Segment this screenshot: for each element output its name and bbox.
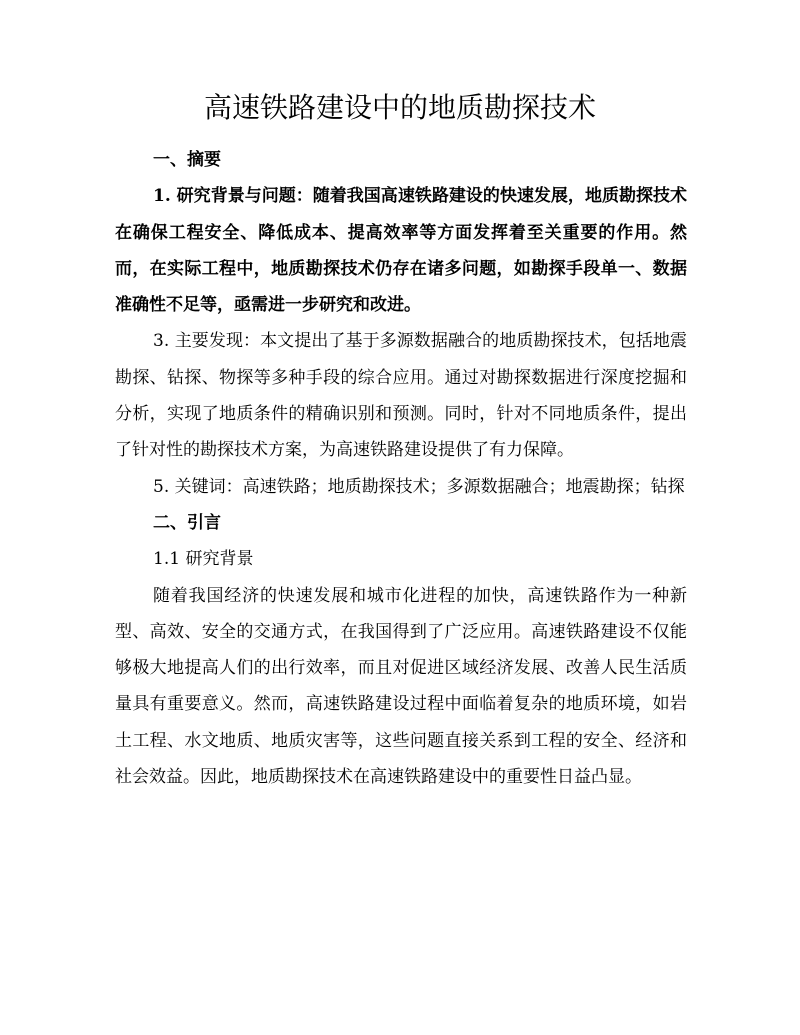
keywords-paragraph: 5. 关键词：高速铁路；地质勘探技术；多源数据融合；地震勘探；钻探	[153, 476, 685, 497]
abstract-background-paragraph: 1. 研究背景与问题：随着我国高速铁路建设的快速发展，地质勘探技术在确保工程安全、降低成本、提高效率等方面发挥着至关重要的作用。然而，在实际工程中，地质勘探技术仍存在诸多问题，如勘探手段单一、数据准确性不足等，亟需进一步研究和改进。	[115, 186, 687, 316]
document-title: 高速铁路建设中的地质勘探技术	[203, 91, 596, 124]
subsection-heading-background: 1.1 研究背景	[153, 549, 254, 570]
section-heading-abstract: 一、摘要	[153, 150, 221, 170]
document-body	[115, 142, 687, 795]
section-heading-introduction: 二、引言	[153, 512, 221, 533]
abstract-findings-paragraph: 3. 主要发现：本文提出了基于多源数据融合的地质勘探技术，包括地震勘探、钻探、物探等多种手段的综合应用。通过对勘探数据进行深度挖掘和分析，实现了地质条件的精确识别和预测。同时，针对不同地质条件，提出了针对性的勘探技术方案，为高速铁路建设提供了有力保障。	[115, 331, 687, 461]
background-paragraph: 随着我国经济的快速发展和城市化进程的加快，高速铁路作为一种新型、高效、安全的交通方式，在我国得到了广泛应用。高速铁路建设不仅能够极大地提高人们的出行效率，而且对促进区域经济发展、改善人民生活质量具有重要意义。然而，高速铁路建设过程中面临着复杂的地质环境，如岩土工程、水文地质、地质灾害等，这些问题直接关系到工程的安全、经济和社会效益。因此，地质勘探技术在高速铁路建设中的重要性日益凸显。	[115, 585, 687, 788]
